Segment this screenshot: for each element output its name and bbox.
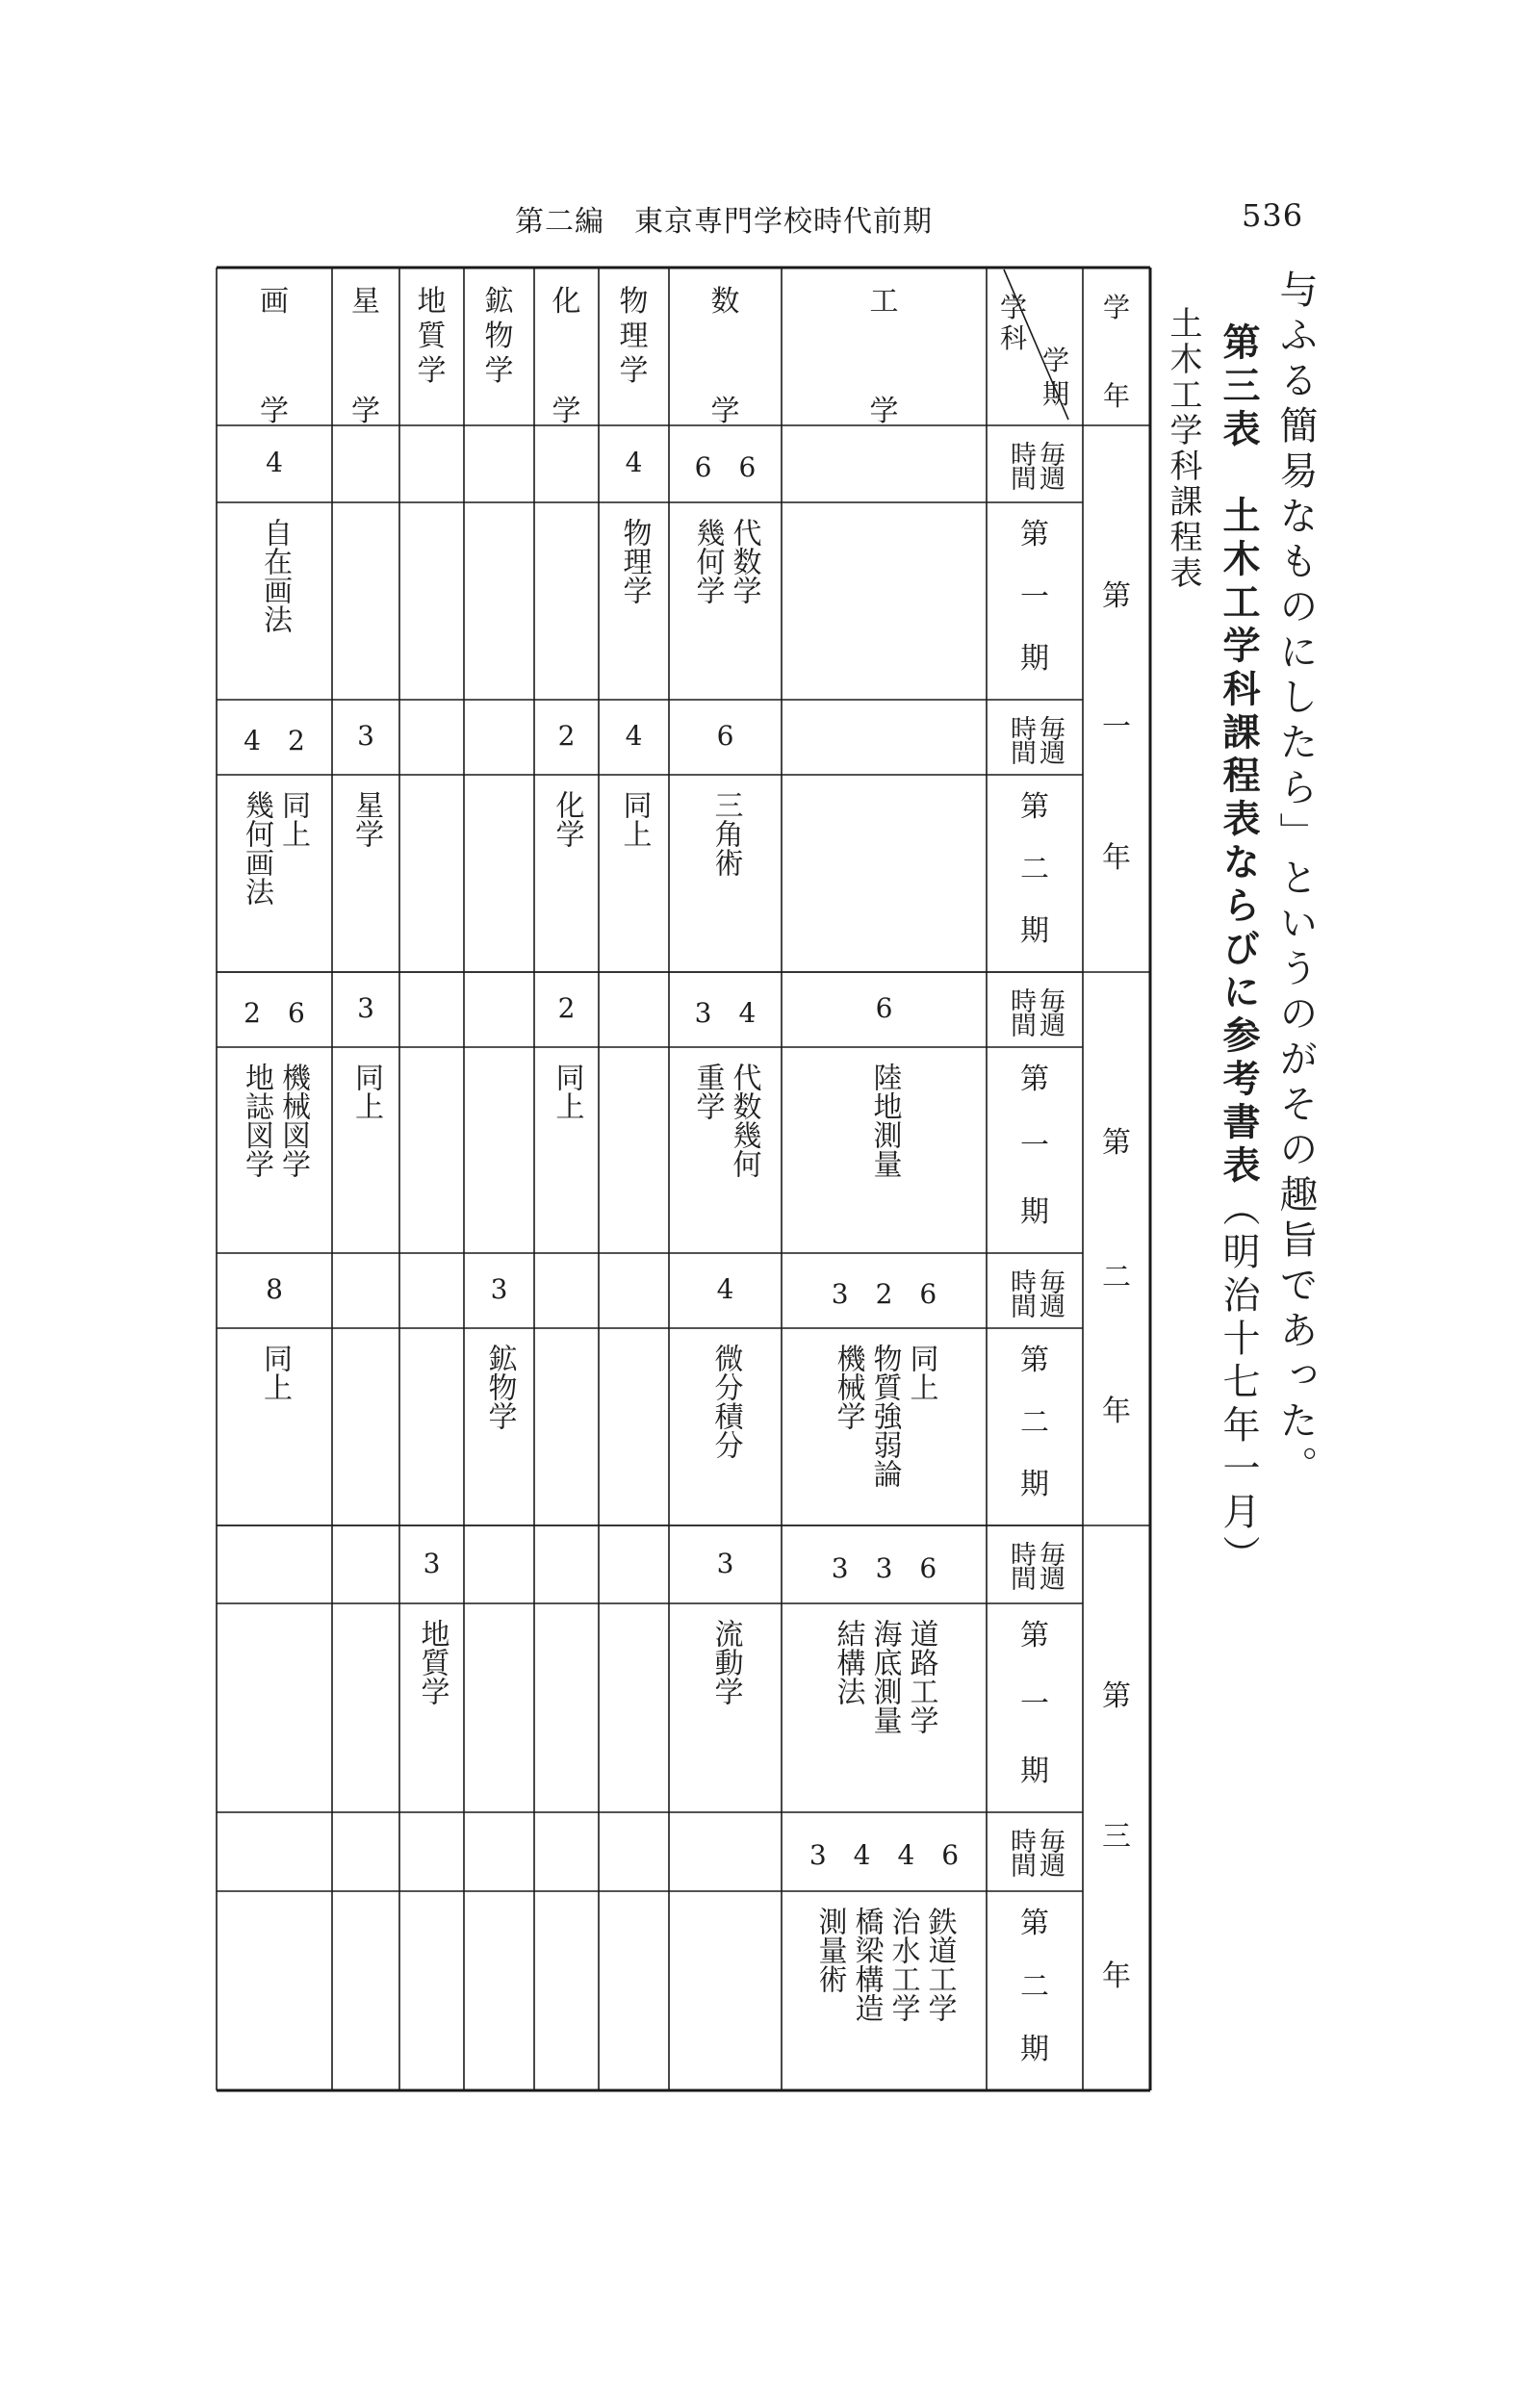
- hours-cell: 3: [716, 1547, 734, 1579]
- column-header: 工 学: [869, 285, 899, 428]
- course-cell: 代数学 幾何学: [690, 518, 761, 604]
- course-cell: 物理学: [617, 518, 652, 604]
- hours-cell: 2: [557, 992, 576, 1024]
- hours-cell: 4: [266, 447, 283, 478]
- table-caption-date: （明治十七年一月）: [1217, 1189, 1260, 1578]
- course-cell: 微分積分: [708, 1344, 743, 1459]
- hours-cell: 3 3 6: [831, 1551, 937, 1584]
- course-cell: 鉄道工学 治水工学 橋梁構造 測量術: [812, 1907, 957, 2022]
- year-header: 年: [1102, 380, 1131, 412]
- column-header: 物 理 学: [619, 285, 649, 388]
- corner-term-label: 期: [1041, 378, 1070, 410]
- column-header: 鉱 物 学: [484, 285, 514, 388]
- hours-cell: 4 2: [244, 725, 305, 756]
- hours-label: 毎週時間: [1006, 1268, 1065, 1317]
- hours-cell: 6 6: [694, 451, 757, 483]
- hours-cell: 3 4: [694, 997, 757, 1029]
- course-cell: 同上: [349, 1063, 383, 1120]
- corner-dept-label: 科: [999, 322, 1028, 354]
- running-header: 第二編 東京専門学校時代前期: [515, 205, 933, 239]
- hours-cell: 2: [557, 720, 576, 752]
- hours-cell: 4: [625, 720, 643, 752]
- term-label: 第 一 期: [1020, 1063, 1049, 1229]
- table-caption-title: 第三表 土木工学科課程表ならびに参考書表: [1217, 322, 1260, 1189]
- course-cell: 同上: [258, 1344, 292, 1401]
- course-cell: 鉱物学: [482, 1344, 517, 1430]
- course-cell: 同上 幾何画法: [240, 790, 310, 906]
- hours-cell: 3 4 4 6: [808, 1839, 960, 1871]
- year-label: 第 二 年: [1102, 1126, 1131, 1428]
- hours-label: 毎週時間: [1006, 715, 1065, 763]
- year-label: 第 一 年: [1102, 579, 1131, 875]
- term-label: 第 二 期: [1020, 790, 1049, 948]
- term-label: 第 二 期: [1020, 1907, 1049, 2066]
- hours-cell: 6: [875, 992, 893, 1024]
- year-label: 第 三 年: [1102, 1679, 1131, 1993]
- course-cell: 化学: [550, 790, 584, 848]
- term-label: 第 二 期: [1020, 1344, 1049, 1501]
- course-cell: 機械図学 地誌図学: [240, 1063, 310, 1178]
- hours-cell: 3: [490, 1273, 508, 1305]
- hours-label: 毎週時間: [1006, 441, 1065, 489]
- course-cell: 三角術: [708, 790, 743, 877]
- column-header: 地 質 学: [417, 285, 447, 388]
- term-label: 第 一 期: [1020, 1619, 1049, 1788]
- course-cell: 自在画法: [258, 518, 292, 633]
- column-header: 星 学: [351, 285, 380, 428]
- hours-cell: 3: [357, 992, 374, 1024]
- hours-label: 毎週時間: [1006, 987, 1065, 1036]
- column-header: 数 学: [710, 285, 740, 428]
- year-header: 学: [1102, 292, 1131, 323]
- course-cell: 陸地測量: [867, 1063, 902, 1178]
- hours-cell: 3: [357, 720, 374, 752]
- body-text-column: 与ふる簡易なものにしたら」というのがその趣旨であった。: [1273, 269, 1318, 1491]
- hours-cell: 8: [266, 1273, 283, 1305]
- hours-cell: 3 2 6: [831, 1278, 937, 1310]
- hours-cell: 6: [716, 720, 734, 752]
- hours-cell: 4: [625, 447, 643, 478]
- course-cell: 同上: [550, 1063, 584, 1120]
- term-label: 第 一 期: [1020, 518, 1049, 676]
- course-cell: 流動学: [708, 1619, 743, 1705]
- course-cell: 同上: [617, 790, 652, 848]
- hours-label: 毎週時間: [1006, 1828, 1065, 1876]
- course-cell: 地質学: [415, 1619, 449, 1705]
- course-cell: 代数幾何 重学: [690, 1063, 761, 1178]
- table-subcaption: 土木工学科課程表: [1164, 306, 1202, 591]
- corner-dept-label: 学: [999, 292, 1028, 323]
- course-cell: 道路工学 海底測量 結構法: [831, 1619, 938, 1734]
- hours-cell: 2 6: [244, 997, 305, 1029]
- course-cell: 同上 物質強弱論 機械学: [831, 1344, 938, 1488]
- corner-term-label: 学: [1041, 345, 1070, 376]
- column-header: 画 学: [260, 285, 289, 428]
- hours-cell: 4: [716, 1273, 734, 1305]
- hours-label: 毎週時間: [1006, 1541, 1065, 1589]
- hours-cell: 3: [423, 1547, 441, 1579]
- course-cell: 星学: [349, 790, 383, 848]
- column-header: 化 学: [552, 285, 581, 428]
- page-number: 536: [1242, 197, 1304, 234]
